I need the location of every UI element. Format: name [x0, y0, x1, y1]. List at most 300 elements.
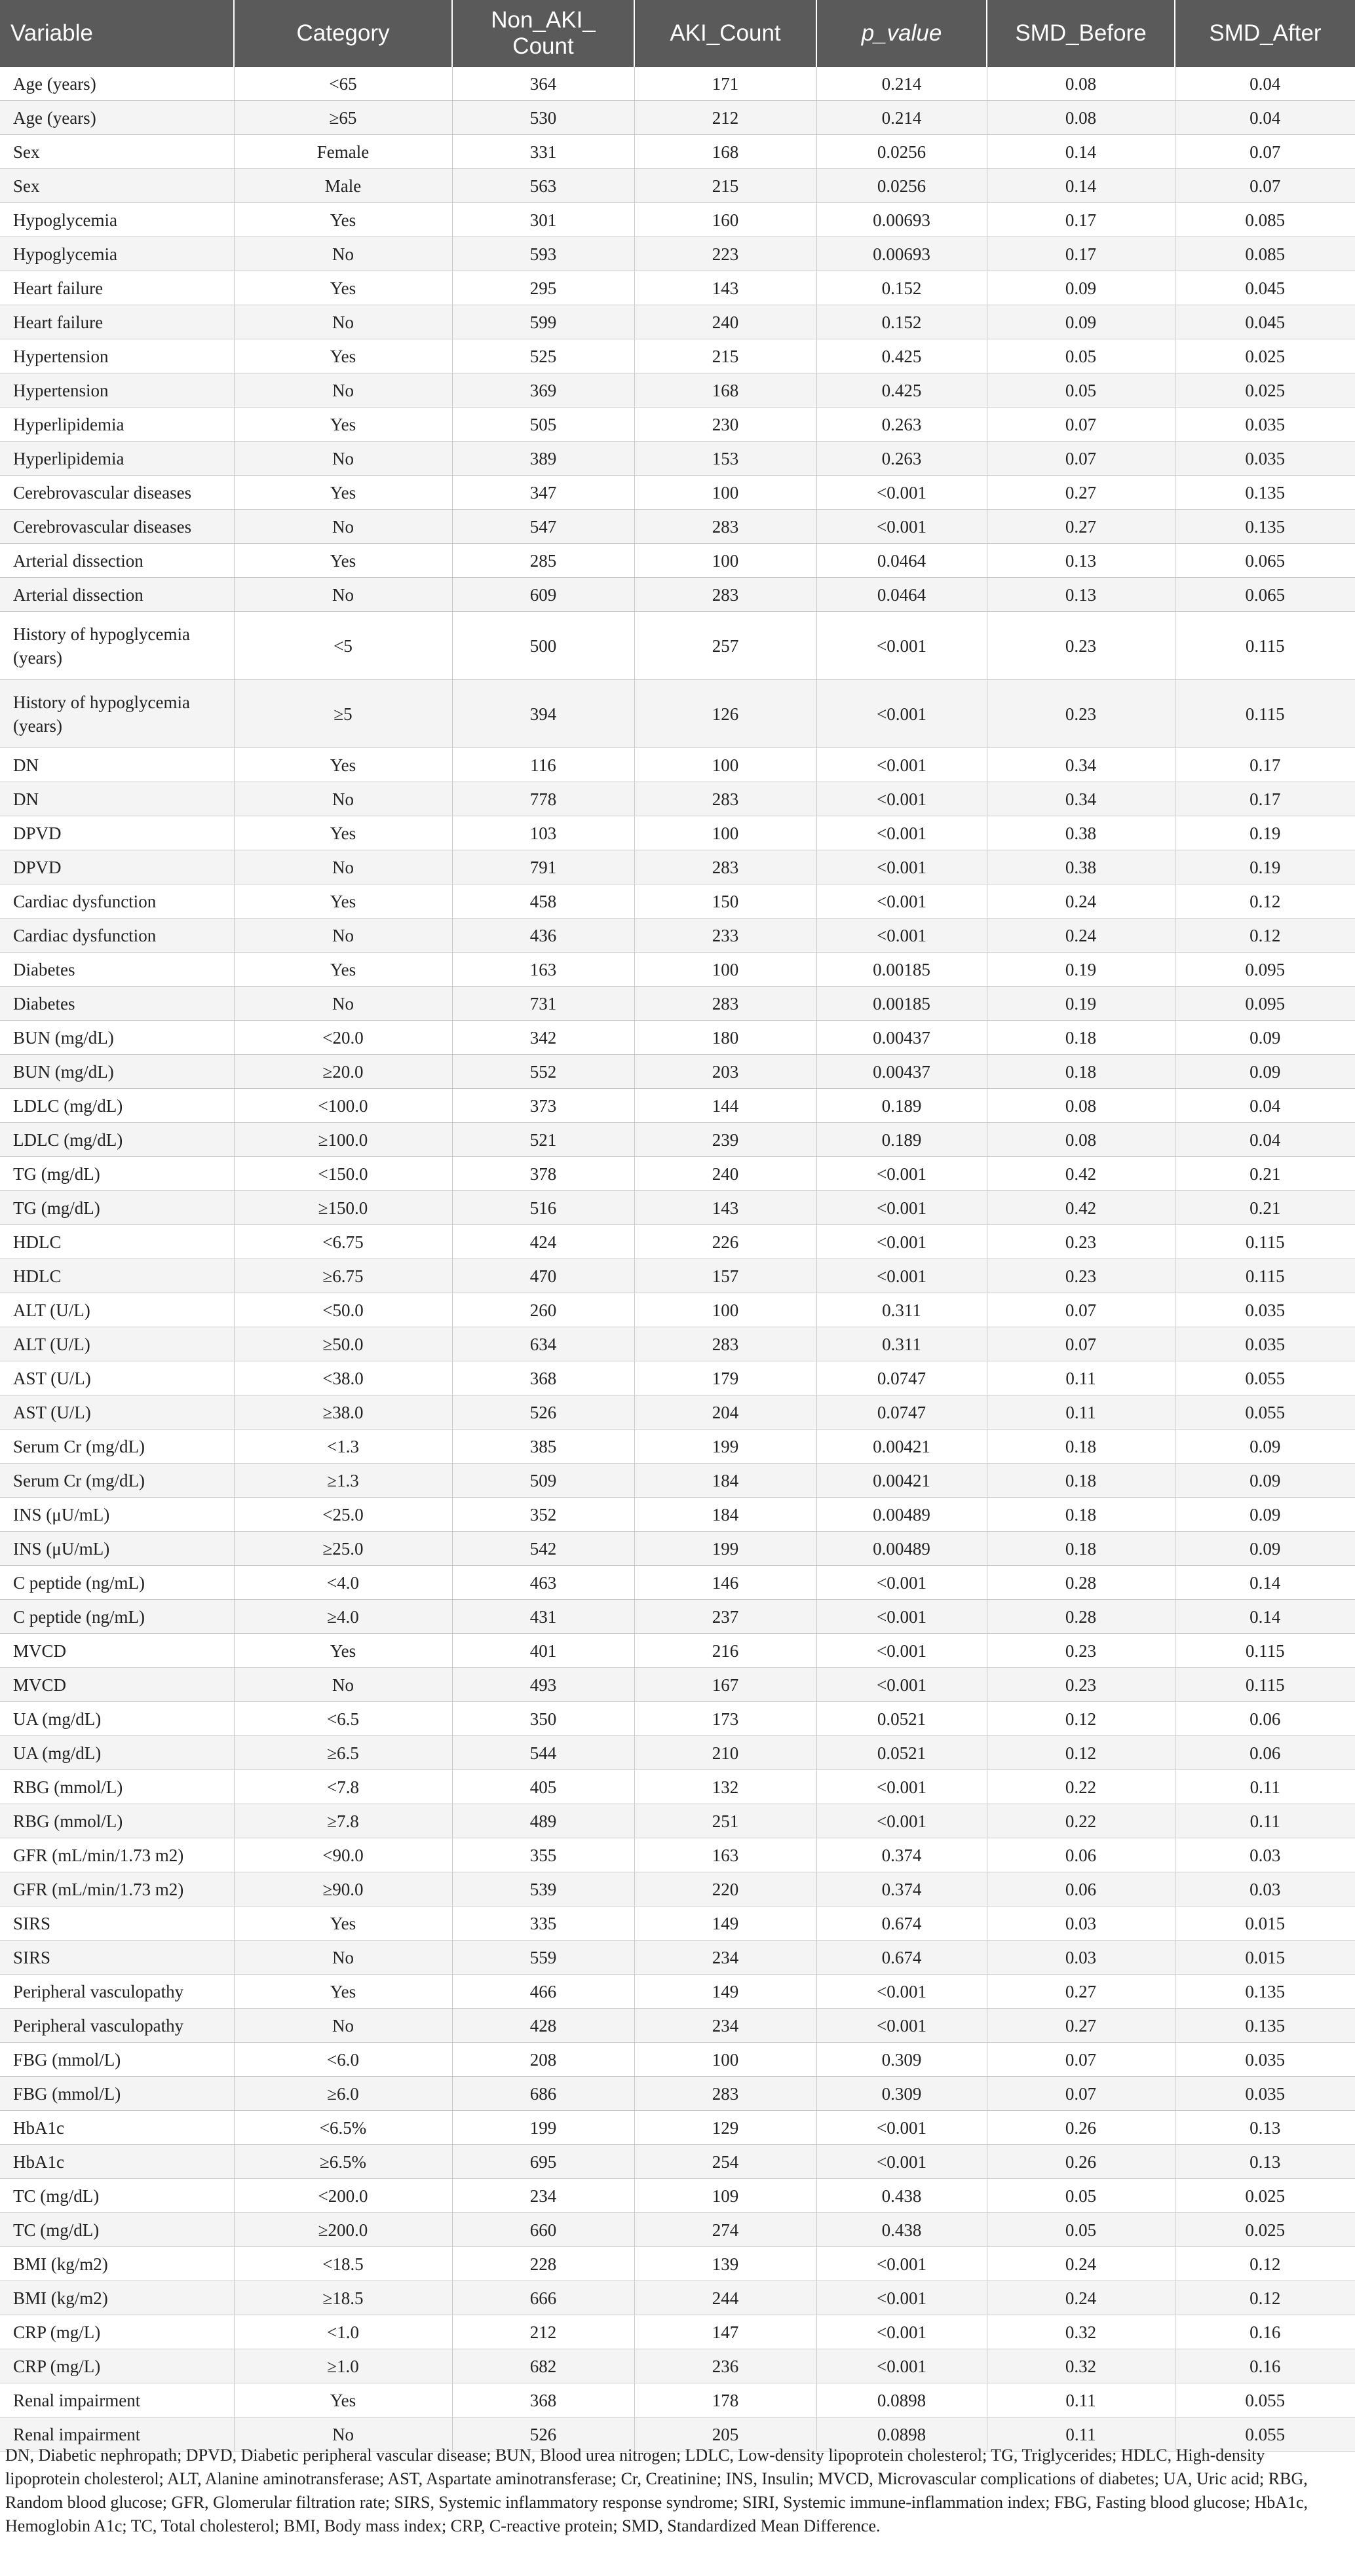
cell-smd-before: 0.18: [987, 1464, 1175, 1498]
cell-smd-before: 0.11: [987, 2383, 1175, 2417]
cell-aki-count: 234: [634, 1941, 816, 1975]
cell-variable: BMI (kg/m2): [0, 2247, 234, 2281]
cell-category: Yes: [234, 2383, 452, 2417]
cell-p-value: <0.001: [816, 1634, 987, 1668]
cell-category: Yes: [234, 271, 452, 305]
cell-non-aki-count: 686: [452, 2077, 634, 2111]
cell-aki-count: 234: [634, 2009, 816, 2043]
table-row: [0, 407, 1355, 442]
cell-non-aki-count: 369: [452, 373, 634, 407]
cell-smd-before: 0.24: [987, 2247, 1175, 2281]
cell-variable: Sex: [0, 135, 234, 169]
cell-variable: Hyperlipidemia: [0, 407, 234, 442]
cell-smd-before: 0.05: [987, 339, 1175, 373]
cell-category: ≥18.5: [234, 2281, 452, 2315]
cell-smd-after: 0.17: [1175, 782, 1355, 816]
cell-aki-count: 132: [634, 1770, 816, 1804]
cell-variable: HbA1c: [0, 2145, 234, 2179]
cell-aki-count: 236: [634, 2349, 816, 2383]
cell-non-aki-count: 373: [452, 1089, 634, 1123]
cell-aki-count: 257: [634, 612, 816, 680]
cell-category: <6.75: [234, 1225, 452, 1259]
cell-variable: C peptide (ng/mL): [0, 1566, 234, 1600]
cell-category: Yes: [234, 1634, 452, 1668]
table-row: [0, 816, 1355, 850]
cell-non-aki-count: 394: [452, 680, 634, 748]
cell-variable: UA (mg/dL): [0, 1702, 234, 1736]
cell-smd-before: 0.07: [987, 1293, 1175, 1327]
cell-smd-before: 0.07: [987, 2043, 1175, 2077]
cell-non-aki-count: 368: [452, 2383, 634, 2417]
cell-aki-count: 100: [634, 476, 816, 510]
cell-p-value: 0.00437: [816, 1021, 987, 1055]
cell-non-aki-count: 470: [452, 1259, 634, 1293]
cell-smd-after: 0.04: [1175, 67, 1355, 101]
cell-p-value: 0.00185: [816, 987, 987, 1021]
cell-aki-count: 146: [634, 1566, 816, 1600]
cell-smd-after: 0.11: [1175, 1770, 1355, 1804]
cell-smd-after: 0.13: [1175, 2145, 1355, 2179]
cell-category: Yes: [234, 544, 452, 578]
cell-smd-before: 0.17: [987, 237, 1175, 271]
cell-aki-count: 215: [634, 169, 816, 203]
cell-p-value: 0.311: [816, 1293, 987, 1327]
cell-smd-before: 0.05: [987, 373, 1175, 407]
cell-smd-after: 0.19: [1175, 850, 1355, 884]
cell-variable: GFR (mL/min/1.73 m2): [0, 1872, 234, 1906]
cell-non-aki-count: 542: [452, 1532, 634, 1566]
cell-smd-after: 0.04: [1175, 1089, 1355, 1123]
cell-non-aki-count: 342: [452, 1021, 634, 1055]
cell-smd-before: 0.23: [987, 1634, 1175, 1668]
table-row: [0, 203, 1355, 237]
cell-p-value: <0.001: [816, 2009, 987, 2043]
cell-p-value: <0.001: [816, 816, 987, 850]
cell-smd-after: 0.21: [1175, 1191, 1355, 1225]
cell-variable: Cerebrovascular diseases: [0, 476, 234, 510]
cell-aki-count: 100: [634, 544, 816, 578]
cell-p-value: 0.0898: [816, 2417, 987, 2452]
table-row: [0, 1157, 1355, 1191]
cell-p-value: <0.001: [816, 2247, 987, 2281]
cell-smd-before: 0.03: [987, 1941, 1175, 1975]
table-row: [0, 1941, 1355, 1975]
cell-category: Yes: [234, 953, 452, 987]
table-row: [0, 1293, 1355, 1327]
cell-smd-before: 0.08: [987, 1123, 1175, 1157]
cell-smd-before: 0.13: [987, 544, 1175, 578]
header-smd-before: SMD_Before: [987, 0, 1175, 67]
cell-aki-count: 184: [634, 1498, 816, 1532]
cell-non-aki-count: 405: [452, 1770, 634, 1804]
cell-smd-before: 0.42: [987, 1191, 1175, 1225]
cell-p-value: <0.001: [816, 476, 987, 510]
cell-p-value: <0.001: [816, 2281, 987, 2315]
cell-smd-after: 0.045: [1175, 271, 1355, 305]
table-row: [0, 919, 1355, 953]
cell-smd-before: 0.23: [987, 612, 1175, 680]
cell-category: No: [234, 987, 452, 1021]
table-row: [0, 1089, 1355, 1123]
cell-p-value: 0.00421: [816, 1430, 987, 1464]
cell-smd-before: 0.23: [987, 680, 1175, 748]
cell-variable: BMI (kg/m2): [0, 2281, 234, 2315]
cell-non-aki-count: 295: [452, 271, 634, 305]
cell-p-value: <0.001: [816, 1157, 987, 1191]
cell-non-aki-count: 234: [452, 2179, 634, 2213]
cell-non-aki-count: 428: [452, 2009, 634, 2043]
cell-smd-after: 0.14: [1175, 1600, 1355, 1634]
cell-smd-after: 0.135: [1175, 2009, 1355, 2043]
cell-variable: SIRS: [0, 1906, 234, 1941]
table-row: [0, 1361, 1355, 1395]
cell-aki-count: 203: [634, 1055, 816, 1089]
cell-smd-after: 0.055: [1175, 1395, 1355, 1430]
cell-category: No: [234, 510, 452, 544]
table-row: [0, 544, 1355, 578]
table-row: [0, 1634, 1355, 1668]
cell-category: <4.0: [234, 1566, 452, 1600]
cell-smd-before: 0.18: [987, 1430, 1175, 1464]
cell-aki-count: 216: [634, 1634, 816, 1668]
cell-smd-before: 0.03: [987, 1906, 1175, 1941]
cell-smd-after: 0.11: [1175, 1804, 1355, 1838]
table-row: [0, 1123, 1355, 1157]
cell-non-aki-count: 609: [452, 578, 634, 612]
cell-non-aki-count: 436: [452, 919, 634, 953]
cell-smd-before: 0.12: [987, 1736, 1175, 1770]
cell-p-value: 0.674: [816, 1941, 987, 1975]
cell-p-value: 0.263: [816, 442, 987, 476]
cell-category: ≥20.0: [234, 1055, 452, 1089]
cell-category: ≥1.0: [234, 2349, 452, 2383]
cell-variable: Cerebrovascular diseases: [0, 510, 234, 544]
cell-smd-after: 0.055: [1175, 1361, 1355, 1395]
cell-category: Female: [234, 135, 452, 169]
cell-smd-after: 0.115: [1175, 1634, 1355, 1668]
cell-smd-before: 0.27: [987, 510, 1175, 544]
cell-smd-before: 0.34: [987, 782, 1175, 816]
table-row: [0, 1804, 1355, 1838]
cell-aki-count: 230: [634, 407, 816, 442]
cell-category: Yes: [234, 339, 452, 373]
cell-smd-after: 0.035: [1175, 1327, 1355, 1361]
table-row: [0, 1395, 1355, 1430]
cell-non-aki-count: 347: [452, 476, 634, 510]
cell-category: <1.3: [234, 1430, 452, 1464]
cell-non-aki-count: 355: [452, 1838, 634, 1872]
cell-aki-count: 204: [634, 1395, 816, 1430]
cell-smd-after: 0.115: [1175, 1225, 1355, 1259]
cell-aki-count: 283: [634, 510, 816, 544]
cell-category: ≥200.0: [234, 2213, 452, 2247]
table-header-row: [0, 0, 1355, 67]
cell-smd-before: 0.23: [987, 1225, 1175, 1259]
cell-variable: Arterial dissection: [0, 544, 234, 578]
cell-variable: RBG (mmol/L): [0, 1770, 234, 1804]
cell-smd-after: 0.065: [1175, 544, 1355, 578]
cell-variable: HDLC: [0, 1259, 234, 1293]
cell-variable: TC (mg/dL): [0, 2213, 234, 2247]
cell-non-aki-count: 666: [452, 2281, 634, 2315]
cell-variable: CRP (mg/L): [0, 2349, 234, 2383]
cell-smd-after: 0.12: [1175, 884, 1355, 919]
cell-smd-before: 0.11: [987, 1361, 1175, 1395]
cell-category: <100.0: [234, 1089, 452, 1123]
cell-category: <90.0: [234, 1838, 452, 1872]
cell-smd-after: 0.16: [1175, 2315, 1355, 2349]
cell-p-value: <0.001: [816, 1191, 987, 1225]
cell-p-value: 0.374: [816, 1838, 987, 1872]
cell-category: No: [234, 1668, 452, 1702]
cell-smd-before: 0.19: [987, 987, 1175, 1021]
cell-smd-before: 0.18: [987, 1498, 1175, 1532]
cell-smd-after: 0.21: [1175, 1157, 1355, 1191]
cell-non-aki-count: 526: [452, 1395, 634, 1430]
cell-p-value: <0.001: [816, 1668, 987, 1702]
cell-aki-count: 171: [634, 67, 816, 101]
table-row: [0, 1838, 1355, 1872]
cell-aki-count: 274: [634, 2213, 816, 2247]
cell-smd-before: 0.14: [987, 135, 1175, 169]
cell-smd-before: 0.08: [987, 101, 1175, 135]
table-row: [0, 1532, 1355, 1566]
cell-variable: DN: [0, 748, 234, 782]
cell-non-aki-count: 559: [452, 1941, 634, 1975]
cell-non-aki-count: 634: [452, 1327, 634, 1361]
table-row: [0, 680, 1355, 748]
cell-aki-count: 147: [634, 2315, 816, 2349]
table-row: [0, 987, 1355, 1021]
cell-p-value: 0.152: [816, 305, 987, 339]
cell-smd-after: 0.115: [1175, 680, 1355, 748]
cell-non-aki-count: 493: [452, 1668, 634, 1702]
cell-smd-before: 0.32: [987, 2349, 1175, 2383]
cell-smd-after: 0.025: [1175, 373, 1355, 407]
cell-smd-after: 0.035: [1175, 442, 1355, 476]
table-row: [0, 2111, 1355, 2145]
cell-p-value: <0.001: [816, 919, 987, 953]
cell-smd-before: 0.42: [987, 1157, 1175, 1191]
cell-non-aki-count: 544: [452, 1736, 634, 1770]
cell-variable: DPVD: [0, 816, 234, 850]
cell-variable: LDLC (mg/dL): [0, 1089, 234, 1123]
cell-aki-count: 233: [634, 919, 816, 953]
cell-smd-before: 0.18: [987, 1021, 1175, 1055]
cell-category: <25.0: [234, 1498, 452, 1532]
cell-non-aki-count: 466: [452, 1975, 634, 2009]
table-row: [0, 101, 1355, 135]
cell-category: ≥4.0: [234, 1600, 452, 1634]
cell-non-aki-count: 593: [452, 237, 634, 271]
table-row: [0, 1498, 1355, 1532]
cell-category: <50.0: [234, 1293, 452, 1327]
cell-variable: Arterial dissection: [0, 578, 234, 612]
cell-smd-before: 0.08: [987, 67, 1175, 101]
cell-category: Yes: [234, 203, 452, 237]
cell-variable: Hypoglycemia: [0, 237, 234, 271]
cell-category: <5: [234, 612, 452, 680]
table-row: [0, 782, 1355, 816]
cell-smd-before: 0.27: [987, 1975, 1175, 2009]
cell-non-aki-count: 378: [452, 1157, 634, 1191]
cell-aki-count: 226: [634, 1225, 816, 1259]
cell-smd-before: 0.08: [987, 1089, 1175, 1123]
table-row: [0, 2247, 1355, 2281]
cell-aki-count: 199: [634, 1532, 816, 1566]
cell-aki-count: 168: [634, 373, 816, 407]
cell-category: ≥7.8: [234, 1804, 452, 1838]
table-row: [0, 442, 1355, 476]
cell-smd-after: 0.135: [1175, 476, 1355, 510]
cell-category: No: [234, 850, 452, 884]
cell-non-aki-count: 505: [452, 407, 634, 442]
cell-category: Yes: [234, 1906, 452, 1941]
cell-smd-after: 0.04: [1175, 101, 1355, 135]
cell-p-value: 0.263: [816, 407, 987, 442]
cell-category: <65: [234, 67, 452, 101]
cell-p-value: <0.001: [816, 850, 987, 884]
cell-smd-after: 0.09: [1175, 1498, 1355, 1532]
cell-p-value: 0.00489: [816, 1532, 987, 1566]
cell-smd-after: 0.06: [1175, 1736, 1355, 1770]
cell-aki-count: 163: [634, 1838, 816, 1872]
table-row: [0, 1191, 1355, 1225]
cell-p-value: <0.001: [816, 782, 987, 816]
cell-p-value: <0.001: [816, 1259, 987, 1293]
cell-variable: DN: [0, 782, 234, 816]
cell-variable: C peptide (ng/mL): [0, 1600, 234, 1634]
cell-non-aki-count: 431: [452, 1600, 634, 1634]
cell-smd-after: 0.035: [1175, 407, 1355, 442]
cell-smd-before: 0.27: [987, 476, 1175, 510]
header-non-aki-count: Non_AKI_ Count: [452, 0, 634, 67]
table-row: [0, 169, 1355, 203]
cell-aki-count: 160: [634, 203, 816, 237]
cell-variable: HbA1c: [0, 2111, 234, 2145]
header-p-value-text: p_value: [861, 20, 942, 46]
table-body: [0, 67, 1355, 2452]
table-row: [0, 2349, 1355, 2383]
cell-p-value: 0.189: [816, 1123, 987, 1157]
cell-non-aki-count: 778: [452, 782, 634, 816]
table-row: [0, 1770, 1355, 1804]
cell-aki-count: 220: [634, 1872, 816, 1906]
cell-p-value: 0.0898: [816, 2383, 987, 2417]
cell-smd-before: 0.38: [987, 850, 1175, 884]
cell-p-value: <0.001: [816, 2145, 987, 2179]
cell-category: No: [234, 442, 452, 476]
cell-p-value: 0.0256: [816, 135, 987, 169]
cell-variable: DPVD: [0, 850, 234, 884]
cell-category: ≥6.5%: [234, 2145, 452, 2179]
cell-non-aki-count: 563: [452, 169, 634, 203]
cell-variable: Diabetes: [0, 953, 234, 987]
cell-p-value: 0.0256: [816, 169, 987, 203]
cell-aki-count: 283: [634, 578, 816, 612]
cell-smd-after: 0.12: [1175, 2281, 1355, 2315]
cell-smd-after: 0.065: [1175, 578, 1355, 612]
cell-variable: BUN (mg/dL): [0, 1021, 234, 1055]
cell-aki-count: 212: [634, 101, 816, 135]
table-row: [0, 373, 1355, 407]
cell-smd-after: 0.015: [1175, 1941, 1355, 1975]
cell-aki-count: 109: [634, 2179, 816, 2213]
cell-p-value: 0.00693: [816, 203, 987, 237]
cell-p-value: <0.001: [816, 1600, 987, 1634]
cell-smd-after: 0.03: [1175, 1838, 1355, 1872]
cell-category: <20.0: [234, 1021, 452, 1055]
cell-variable: TG (mg/dL): [0, 1157, 234, 1191]
cell-smd-after: 0.09: [1175, 1430, 1355, 1464]
cell-category: No: [234, 578, 452, 612]
cell-smd-before: 0.24: [987, 919, 1175, 953]
table-row: [0, 578, 1355, 612]
cell-smd-after: 0.085: [1175, 237, 1355, 271]
cell-non-aki-count: 539: [452, 1872, 634, 1906]
table-row: [0, 1430, 1355, 1464]
cell-variable: GFR (mL/min/1.73 m2): [0, 1838, 234, 1872]
cell-aki-count: 215: [634, 339, 816, 373]
cell-non-aki-count: 331: [452, 135, 634, 169]
cell-smd-after: 0.14: [1175, 1566, 1355, 1600]
table-row: [0, 2145, 1355, 2179]
cell-non-aki-count: 335: [452, 1906, 634, 1941]
cell-smd-before: 0.07: [987, 2077, 1175, 2111]
cell-non-aki-count: 424: [452, 1225, 634, 1259]
cell-smd-after: 0.03: [1175, 1872, 1355, 1906]
cell-category: Yes: [234, 884, 452, 919]
cell-variable: UA (mg/dL): [0, 1736, 234, 1770]
cell-non-aki-count: 509: [452, 1464, 634, 1498]
cell-p-value: 0.00185: [816, 953, 987, 987]
cell-aki-count: 149: [634, 1975, 816, 2009]
cell-p-value: <0.001: [816, 2349, 987, 2383]
cell-aki-count: 100: [634, 2043, 816, 2077]
cell-p-value: 0.00489: [816, 1498, 987, 1532]
cell-non-aki-count: 682: [452, 2349, 634, 2383]
cell-non-aki-count: 199: [452, 2111, 634, 2145]
cell-p-value: 0.438: [816, 2213, 987, 2247]
cell-smd-after: 0.07: [1175, 169, 1355, 203]
cell-smd-before: 0.34: [987, 748, 1175, 782]
cell-aki-count: 173: [634, 1702, 816, 1736]
cell-p-value: <0.001: [816, 1225, 987, 1259]
cell-smd-before: 0.27: [987, 2009, 1175, 2043]
table-row: [0, 953, 1355, 987]
cell-non-aki-count: 552: [452, 1055, 634, 1089]
cell-p-value: 0.00693: [816, 237, 987, 271]
cell-non-aki-count: 547: [452, 510, 634, 544]
cell-variable: Heart failure: [0, 305, 234, 339]
table-row: [0, 1736, 1355, 1770]
cell-variable: INS (μU/mL): [0, 1532, 234, 1566]
cell-aki-count: 143: [634, 271, 816, 305]
cell-aki-count: 240: [634, 305, 816, 339]
cell-non-aki-count: 695: [452, 2145, 634, 2179]
table-footnote: DN, Diabetic nephropath; DPVD, Diabetic peripheral vascular disease; BUN, Blood urea nitrogen; LDLC, Low-density lipoprotein cholesterol; TG, Triglycerides; HDLC, High-density lipoprotein cholesterol; ALT, Alanine aminotransferase; AST, Aspartate aminotransferase; Cr, Creatinine; INS, Insulin; MVCD, Microvascular complications of diabetes; UA, Uric acid; RBG, Random blood glucose; GFR, Glomerular filtration rate; SIRS, Systemic inflammatory response syndrome; SIRI, Systemic immune-inflammation index; FBG, Fasting blood glucose; HbA1c, Hemoglobin A1c; TC, Total cholesterol; BMI, Body mass index; CRP, C-reactive protein; SMD, Standardized Mean Difference.: [5, 2446, 1308, 2535]
cell-variable: Renal impairment: [0, 2383, 234, 2417]
cell-non-aki-count: 463: [452, 1566, 634, 1600]
cell-aki-count: 244: [634, 2281, 816, 2315]
cell-smd-before: 0.05: [987, 2179, 1175, 2213]
cell-category: ≥6.75: [234, 1259, 452, 1293]
cell-non-aki-count: 301: [452, 203, 634, 237]
table-row: [0, 1259, 1355, 1293]
table-row: [0, 2213, 1355, 2247]
cell-aki-count: 153: [634, 442, 816, 476]
table-row: [0, 135, 1355, 169]
